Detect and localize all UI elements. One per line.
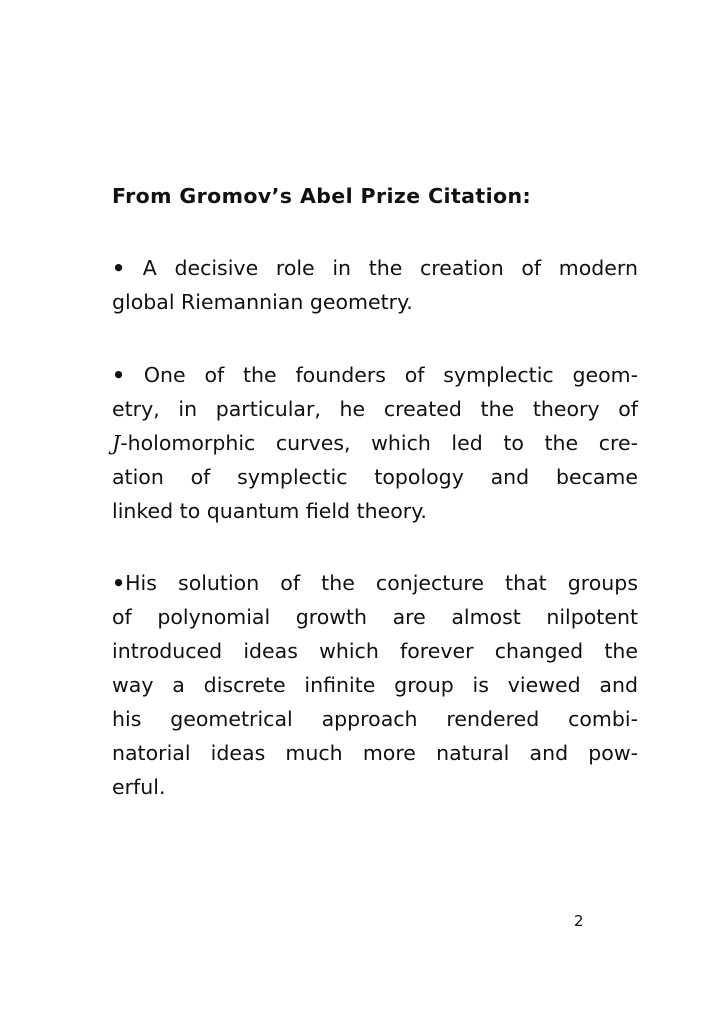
paragraph-1-line-1: • A decisive role in the creation of modern	[112, 256, 638, 280]
bullet-icon: •	[112, 363, 126, 387]
paragraph-3-line-3: introduced ideas which forever changed the	[112, 639, 638, 663]
paragraph-2-line-5: linked to quantum field theory.	[112, 499, 427, 523]
page-number: 2	[574, 912, 584, 930]
paragraph-3-line-2: of polynomial growth are almost nilpotent	[112, 605, 638, 629]
paragraph-2-line-2: etry, in particular, he created the theory of	[112, 397, 638, 421]
paragraph-1-line-2: global Riemannian geometry.	[112, 290, 413, 314]
paragraph-3-line-1: •His solution of the conjecture that groups	[112, 571, 638, 595]
paragraph-2-line-4: ation of symplectic topology and became	[112, 465, 638, 489]
math-symbol: J	[112, 431, 121, 455]
bullet-icon: •	[112, 256, 126, 280]
bullet-icon: •	[112, 571, 126, 595]
paragraph-2-line-1: • One of the founders of symplectic geom-	[112, 363, 638, 387]
citation-heading: From Gromov’s Abel Prize Citation:	[112, 184, 532, 208]
paragraph-2-line-3: J-holomorphic curves, which led to the cre-	[112, 431, 638, 455]
paragraph-3-line-4: way a discrete infinite group is viewed and	[112, 673, 638, 697]
paragraph-3-line-7: erful.	[112, 775, 166, 799]
paragraph-3-line-5: his geometrical approach rendered combi-	[112, 707, 638, 731]
paragraph-3-line-6: natorial ideas much more natural and pow-	[112, 741, 638, 765]
